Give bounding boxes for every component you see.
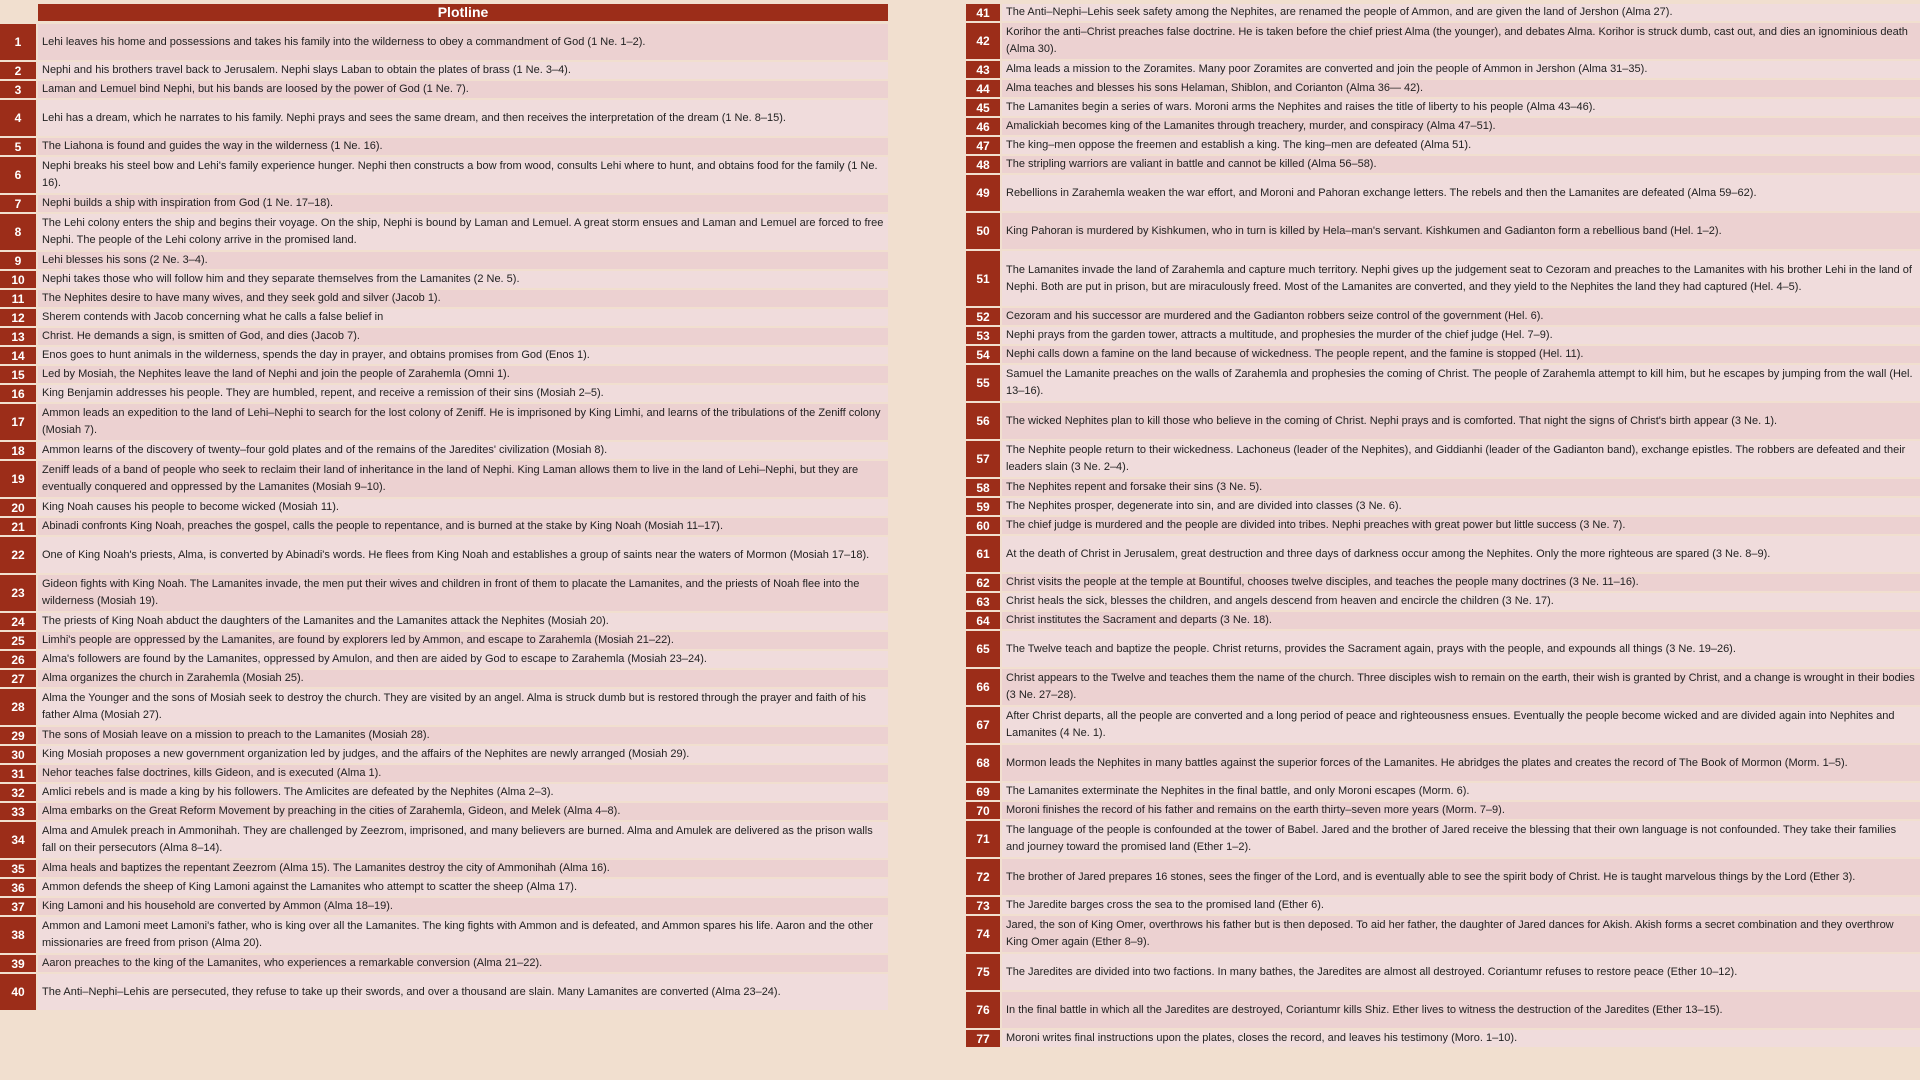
plot-event-text: Christ appears to the Twelve and teaches them the name of the church. Three disciples wish to remain on the earth, their wish is granted by Christ, and a change is wrought in their bodies (3 Ne. 27–28).	[1002, 669, 1920, 705]
plot-row	[0, 613, 888, 630]
plot-number: 13	[0, 328, 36, 345]
plot-number: 61	[966, 536, 1000, 572]
plot-number: 59	[966, 498, 1000, 515]
plot-number: 69	[966, 783, 1000, 800]
plot-row	[0, 271, 888, 288]
plot-row	[0, 214, 888, 250]
plot-event-text: The Nephites prosper, degenerate into sin, and are divided into classes (3 Ne. 6).	[1002, 498, 1920, 515]
plot-number: 38	[0, 917, 36, 953]
plot-row	[966, 308, 1920, 325]
plot-event-text: Moroni finishes the record of his father and remains on the earth thirty–seven more years (Morm. 7–9).	[1002, 802, 1920, 819]
plot-row	[0, 879, 888, 896]
plot-event-text: Nehor teaches false doctrines, kills Gideon, and is executed (Alma 1).	[38, 765, 888, 782]
plot-number: 41	[966, 4, 1000, 21]
plot-row	[966, 156, 1920, 173]
plot-row	[0, 689, 888, 725]
plot-number: 43	[966, 61, 1000, 78]
plot-row	[0, 138, 888, 155]
plot-row	[966, 175, 1920, 211]
plot-number: 68	[966, 745, 1000, 781]
plot-row	[966, 631, 1920, 667]
plot-event-text: Ammon defends the sheep of King Lamoni against the Lamanites who attempt to scatter the sheep (Alma 17).	[38, 879, 888, 896]
plot-number: 6	[0, 157, 36, 193]
plot-number: 47	[966, 137, 1000, 154]
plot-number: 45	[966, 99, 1000, 116]
plot-number: 46	[966, 118, 1000, 135]
plot-event-text: The Anti–Nephi–Lehis seek safety among the Nephites, are renamed the people of Ammon, and are given the land of Jershon (Alma 27).	[1002, 4, 1920, 21]
plot-event-text: The chief judge is murdered and the people are divided into tribes. Nephi preaches with great power but little success (3 Ne. 7).	[1002, 517, 1920, 534]
plot-row	[966, 99, 1920, 116]
plot-number: 12	[0, 309, 36, 326]
plot-number: 63	[966, 593, 1000, 610]
plot-row	[0, 385, 888, 402]
plot-row	[0, 404, 888, 440]
plot-number: 14	[0, 347, 36, 364]
plot-row	[966, 745, 1920, 781]
plot-number: 49	[966, 175, 1000, 211]
plot-number: 48	[966, 156, 1000, 173]
plot-row	[966, 954, 1920, 990]
plot-event-text: The Anti–Nephi–Lehis are persecuted, they refuse to take up their swords, and over a thousand are slain. Many Lamanites are converted (Alma 23–24).	[38, 974, 888, 1010]
plot-number: 32	[0, 784, 36, 801]
plot-event-text: King Lamoni and his household are converted by Ammon (Alma 18–19).	[38, 898, 888, 915]
plotline-left-column	[0, 4, 888, 1012]
plot-number: 22	[0, 537, 36, 573]
plot-row	[966, 251, 1920, 306]
plot-row	[966, 536, 1920, 572]
plot-event-text: The wicked Nephites plan to kill those who believe in the coming of Christ. Nephi prays and is comforted. That night the signs of Christ's birth appear (3 Ne. 1).	[1002, 403, 1920, 439]
plot-number: 60	[966, 517, 1000, 534]
plot-number: 37	[0, 898, 36, 915]
plot-event-text: Gideon fights with King Noah. The Lamanites invade, the men put their wives and children in front of them to placate the Lamanites, and the priests of Noah flee into the wilderness (Mosiah 19).	[38, 575, 888, 611]
plot-number: 8	[0, 214, 36, 250]
plot-row	[966, 4, 1920, 21]
plot-event-text: Ammon and Lamoni meet Lamoni's father, who is king over all the Lamanites. The king fights with Ammon and is defeated, and Ammon spares his life. Aaron and the other missionaries are freed from prison (Alma 20).	[38, 917, 888, 953]
plot-row	[966, 118, 1920, 135]
plot-event-text: Korihor the anti–Christ preaches false doctrine. He is taken before the chief priest Alma (the younger), and debates Alma. Korihor is struck dumb, cast out, and dies an ignominious death (Alma 30).	[1002, 23, 1920, 59]
plot-event-text: The Jaredites are divided into two factions. In many bathes, the Jaredites are almost all destroyed. Coriantumr refuses to restore peace (Ether 10–12).	[1002, 954, 1920, 990]
plot-row	[0, 537, 888, 573]
plot-number: 19	[0, 461, 36, 497]
plot-event-text: The Twelve teach and baptize the people. Christ returns, provides the Sacrament again, prays with the people, and expounds all things (3 Ne. 19–26).	[1002, 631, 1920, 667]
plot-event-text: Lehi has a dream, which he narrates to his family. Nephi prays and sees the same dream, and then receives the interpretation of the dream (1 Ne. 8–15).	[38, 100, 888, 136]
plot-row	[0, 784, 888, 801]
plot-number: 39	[0, 955, 36, 972]
plot-event-text: Alma and Amulek preach in Ammonihah. They are challenged by Zeezrom, imprisoned, and many believers are burned. Alma and Amulek are delivered as the prison walls fall on their persecutors (Alma 8–14).	[38, 822, 888, 858]
plot-number: 35	[0, 860, 36, 877]
plot-row	[0, 195, 888, 212]
plot-event-text: King Noah causes his people to become wicked (Mosiah 11).	[38, 499, 888, 516]
plot-event-text: Rebellions in Zarahemla weaken the war effort, and Moroni and Pahoran exchange letters. The rebels and then the Lamanites are defeated (Alma 59–62).	[1002, 175, 1920, 211]
plot-row	[0, 518, 888, 535]
plot-event-text: King Mosiah proposes a new government organization led by judges, and the affairs of the Nephites are newly arranged (Mosiah 29).	[38, 746, 888, 763]
plot-event-text: Christ. He demands a sign, is smitten of God, and dies (Jacob 7).	[38, 328, 888, 345]
plot-event-text: Alma leads a mission to the Zoramites. Many poor Zoramites are converted and join the people of Ammon in Jershon (Alma 31–35).	[1002, 61, 1920, 78]
plot-event-text: Nephi takes those who will follow him and they separate themselves from the Lamanites (2 Ne. 5).	[38, 271, 888, 288]
plot-number: 50	[966, 213, 1000, 249]
plot-event-text: Jared, the son of King Omer, overthrows his father but is then deposed. To aid her father, the daughter of Jared dances for Akish. Akish forms a secret combination and they overthrow King Omer again (Ether 8–9).	[1002, 916, 1920, 952]
plot-number: 28	[0, 689, 36, 725]
plot-row	[966, 992, 1920, 1028]
plot-row	[0, 898, 888, 915]
plot-event-text: Samuel the Lamanite preaches on the walls of Zarahemla and prophesies the coming of Christ. The people of Zarahemla attempt to kill him, but he escapes by jumping from the wall (Hel. 13–16).	[1002, 365, 1920, 401]
plot-number: 54	[966, 346, 1000, 363]
plot-row	[966, 346, 1920, 363]
plot-row	[0, 917, 888, 953]
plot-event-text: At the death of Christ in Jerusalem, great destruction and three days of darkness occur among the Nephites. Only the more righteous are spared (3 Ne. 8–9).	[1002, 536, 1920, 572]
plot-row	[966, 669, 1920, 705]
plot-event-text: The Lamanites invade the land of Zarahemla and capture much territory. Nephi gives up the judgement seat to Cezoram and preaches to the Lamanites with his brother Lehi in the land of Nephi. Both are put in prison, but are miraculously freed. Most of the Lamanites are converted, and they yield to the Nephites the land they had captured (Hel. 4–5).	[1002, 251, 1920, 306]
plot-row	[0, 252, 888, 269]
plot-number: 67	[966, 707, 1000, 743]
plot-event-text: Amalickiah becomes king of the Lamanites through treachery, murder, and conspiracy (Alma 47–51).	[1002, 118, 1920, 135]
plot-number: 25	[0, 632, 36, 649]
plot-row	[0, 309, 888, 326]
plot-number: 23	[0, 575, 36, 611]
plot-event-text: Christ institutes the Sacrament and departs (3 Ne. 18).	[1002, 612, 1920, 629]
plot-event-text: The sons of Mosiah leave on a mission to preach to the Lamanites (Mosiah 28).	[38, 727, 888, 744]
plot-number: 58	[966, 479, 1000, 496]
plot-number: 42	[966, 23, 1000, 59]
plot-event-text: Aaron preaches to the king of the Lamanites, who experiences a remarkable conversion (Alma 21–22).	[38, 955, 888, 972]
plot-event-text: The Lehi colony enters the ship and begins their voyage. On the ship, Nephi is bound by Laman and Lemuel. A great storm ensues and Laman and Lemuel are forced to free Nephi. The people of the Lehi colony arrive in the promised land.	[38, 214, 888, 250]
plot-number: 72	[966, 859, 1000, 895]
plot-event-text: The Liahona is found and guides the way in the wilderness (1 Ne. 16).	[38, 138, 888, 155]
plot-number: 64	[966, 612, 1000, 629]
plot-row	[966, 897, 1920, 914]
plot-number: 56	[966, 403, 1000, 439]
plot-event-text: Zeniff leads of a band of people who seek to reclaim their land of inheritance in the land of Nephi. King Laman allows them to live in the land of Lehi–Nephi, but they are eventually conquered and oppressed by the Lamanites (Mosiah 9–10).	[38, 461, 888, 497]
plot-number: 77	[966, 1030, 1000, 1047]
plot-row	[966, 327, 1920, 344]
plot-row	[966, 80, 1920, 97]
plot-event-text: The priests of King Noah abduct the daughters of the Lamanites and the Lamanites attack the Nephites (Mosiah 20).	[38, 613, 888, 630]
plot-number: 75	[966, 954, 1000, 990]
plot-row	[0, 499, 888, 516]
plot-event-text: Led by Mosiah, the Nephites leave the land of Nephi and join the people of Zarahemla (Omni 1).	[38, 366, 888, 383]
plot-row	[966, 23, 1920, 59]
plot-number: 71	[966, 821, 1000, 857]
plot-event-text: The stripling warriors are valiant in battle and cannot be killed (Alma 56–58).	[1002, 156, 1920, 173]
plot-event-text: Alma teaches and blesses his sons Helaman, Shiblon, and Corianton (Alma 36— 42).	[1002, 80, 1920, 97]
plot-row	[966, 498, 1920, 515]
plot-row	[0, 632, 888, 649]
plot-row	[966, 802, 1920, 819]
plot-row	[0, 290, 888, 307]
plot-row	[0, 442, 888, 459]
plot-row	[966, 1030, 1920, 1047]
plot-number: 9	[0, 252, 36, 269]
plot-number: 11	[0, 290, 36, 307]
plot-number: 74	[966, 916, 1000, 952]
plot-event-text: The brother of Jared prepares 16 stones, sees the finger of the Lord, and is eventually able to see the spirit body of Christ. He is taught marvelous things by the Lord (Ether 3).	[1002, 859, 1920, 895]
plot-number: 33	[0, 803, 36, 820]
plot-event-text: Alma embarks on the Great Reform Movement by preaching in the cities of Zarahemla, Gideon, and Melek (Alma 4–8).	[38, 803, 888, 820]
plot-row	[0, 366, 888, 383]
plot-event-text: The Nephites repent and forsake their sins (3 Ne. 5).	[1002, 479, 1920, 496]
plot-number: 7	[0, 195, 36, 212]
plot-row	[966, 612, 1920, 629]
plot-row	[966, 783, 1920, 800]
plot-row	[0, 651, 888, 668]
plot-row	[966, 441, 1920, 477]
plot-event-text: Amlici rebels and is made a king by his followers. The Amlicites are defeated by the Nephites (Alma 2–3).	[38, 784, 888, 801]
plot-event-text: Limhi's people are oppressed by the Lamanites, are found by explorers led by Ammon, and escape to Zarahemla (Mosiah 21–22).	[38, 632, 888, 649]
plot-number: 66	[966, 669, 1000, 705]
plot-number: 18	[0, 442, 36, 459]
plot-number: 36	[0, 879, 36, 896]
plot-event-text: Cezoram and his successor are murdered and the Gadianton robbers seize control of the government (Hel. 6).	[1002, 308, 1920, 325]
plot-event-text: Nephi calls down a famine on the land because of wickedness. The people repent, and the famine is stopped (Hel. 11).	[1002, 346, 1920, 363]
plot-row	[966, 479, 1920, 496]
plot-row	[0, 670, 888, 687]
plot-row	[0, 860, 888, 877]
plot-number: 40	[0, 974, 36, 1010]
plot-event-text: The Jaredite barges cross the sea to the promised land (Ether 6).	[1002, 897, 1920, 914]
plot-event-text: Lehi leaves his home and possessions and takes his family into the wilderness to obey a commandment of God (1 Ne. 1–2).	[38, 24, 888, 60]
plot-event-text: Alma organizes the church in Zarahemla (Mosiah 25).	[38, 670, 888, 687]
plot-row	[0, 100, 888, 136]
plot-number: 1	[0, 24, 36, 60]
plotline-right-column	[966, 4, 1920, 1049]
plot-event-text: After Christ departs, all the people are converted and a long period of peace and righteousness ensues. Eventually the people become wicked and are divided again into Nephites and Lamanites (4 Ne. 1).	[1002, 707, 1920, 743]
plot-number: 70	[966, 802, 1000, 819]
plot-row	[966, 365, 1920, 401]
plot-number: 26	[0, 651, 36, 668]
plot-row	[966, 707, 1920, 743]
plot-number: 3	[0, 81, 36, 98]
plot-row	[0, 461, 888, 497]
plot-row	[966, 517, 1920, 534]
plot-number: 21	[0, 518, 36, 535]
plot-number: 16	[0, 385, 36, 402]
plot-number: 76	[966, 992, 1000, 1028]
plot-number: 10	[0, 271, 36, 288]
plot-number: 57	[966, 441, 1000, 477]
plot-number: 27	[0, 670, 36, 687]
plot-row	[966, 403, 1920, 439]
plot-event-text: The Lamanites begin a series of wars. Moroni arms the Nephites and raises the title of liberty to his people (Alma 43–46).	[1002, 99, 1920, 116]
plot-event-text: Nephi breaks his steel bow and Lehi's family experience hunger. Nephi then constructs a bow from wood, consults Lehi where to hunt, and obtains food for the family (1 Ne. 16).	[38, 157, 888, 193]
plot-number: 52	[966, 308, 1000, 325]
plot-event-text: The king–men oppose the freemen and establish a king. The king–men are defeated (Alma 51).	[1002, 137, 1920, 154]
plot-row	[966, 821, 1920, 857]
plot-number: 30	[0, 746, 36, 763]
plot-row	[0, 955, 888, 972]
plot-number: 34	[0, 822, 36, 858]
plot-row	[0, 746, 888, 763]
plot-event-text: Abinadi confronts King Noah, preaches the gospel, calls the people to repentance, and is burned at the stake by King Noah (Mosiah 11–17).	[38, 518, 888, 535]
plot-row	[0, 328, 888, 345]
plot-event-text: King Pahoran is murdered by Kishkumen, who in turn is killed by Hela–man's servant. Kishkumen and Gadianton form a rebellious band (Hel. 1–2).	[1002, 213, 1920, 249]
plot-number: 62	[966, 574, 1000, 591]
plot-event-text: King Benjamin addresses his people. They are humbled, repent, and receive a remission of their sins (Mosiah 2–5).	[38, 385, 888, 402]
plot-event-text: Christ heals the sick, blesses the children, and angels descend from heaven and encircle the children (3 Ne. 17).	[1002, 593, 1920, 610]
plot-event-text: One of King Noah's priests, Alma, is converted by Abinadi's words. He flees from King Noah and establishes a group of saints near the waters of Mormon (Mosiah 17–18).	[38, 537, 888, 573]
plot-number: 2	[0, 62, 36, 79]
plot-event-text: Ammon learns of the discovery of twenty–four gold plates and of the remains of the Jaredites' civilization (Mosiah 8).	[38, 442, 888, 459]
plot-row	[0, 62, 888, 79]
plot-event-text: Nephi builds a ship with inspiration from God (1 Ne. 17–18).	[38, 195, 888, 212]
plot-event-text: Laman and Lemuel bind Nephi, but his bands are loosed by the power of God (1 Ne. 7).	[38, 81, 888, 98]
plot-event-text: The Nephite people return to their wickedness. Lachoneus (leader of the Nephites), and Giddianhi (leader of the Gadianton band), exchange epistles. The robbers are defeated and their leaders slain (3 Ne. 2–4).	[1002, 441, 1920, 477]
plot-number: 65	[966, 631, 1000, 667]
plot-number: 5	[0, 138, 36, 155]
plot-number: 53	[966, 327, 1000, 344]
plot-row	[966, 574, 1920, 591]
plot-event-text: Nephi prays from the garden tower, attracts a multitude, and prophesies the murder of the chief judge (Hel. 7–9).	[1002, 327, 1920, 344]
plot-number: 24	[0, 613, 36, 630]
plot-number: 73	[966, 897, 1000, 914]
plotline-title: Plotline	[38, 4, 888, 21]
plot-event-text: Lehi blesses his sons (2 Ne. 3–4).	[38, 252, 888, 269]
plot-event-text: Alma's followers are found by the Lamanites, oppressed by Amulon, and then are aided by God to escape to Zarahemla (Mosiah 23–24).	[38, 651, 888, 668]
plot-number: 17	[0, 404, 36, 440]
plot-row	[0, 765, 888, 782]
plot-row	[0, 727, 888, 744]
plot-number: 20	[0, 499, 36, 516]
plot-event-text: The Lamanites exterminate the Nephites in the final battle, and only Moroni escapes (Morm. 6).	[1002, 783, 1920, 800]
plot-event-text: Alma heals and baptizes the repentant Zeezrom (Alma 15). The Lamanites destroy the city of Ammonihah (Alma 16).	[38, 860, 888, 877]
plot-number: 44	[966, 80, 1000, 97]
plot-event-text: Sherem contends with Jacob concerning what he calls a false belief in	[38, 309, 888, 326]
plot-event-text: The Nephites desire to have many wives, and they seek gold and silver (Jacob 1).	[38, 290, 888, 307]
plot-event-text: Ammon leads an expedition to the land of Lehi–Nephi to search for the lost colony of Zeniff. He is imprisoned by King Limhi, and learns of the tribulations of the Zeniff colony (Mosiah 7).	[38, 404, 888, 440]
plot-row	[966, 137, 1920, 154]
plot-row	[966, 593, 1920, 610]
plot-number: 31	[0, 765, 36, 782]
plot-row	[966, 213, 1920, 249]
plot-event-text: Nephi and his brothers travel back to Jerusalem. Nephi slays Laban to obtain the plates of brass (1 Ne. 3–4).	[38, 62, 888, 79]
plot-row	[966, 916, 1920, 952]
plot-row	[0, 347, 888, 364]
plot-row	[0, 24, 888, 60]
plot-row	[966, 61, 1920, 78]
plot-row	[966, 859, 1920, 895]
plot-event-text: Alma the Younger and the sons of Mosiah seek to destroy the church. They are visited by an angel. Alma is struck dumb but is restored through the prayer and faith of his father Alma (Mosiah 27).	[38, 689, 888, 725]
plot-row	[0, 822, 888, 858]
plot-event-text: In the final battle in which all the Jaredites are destroyed, Coriantumr kills Shiz. Ether lives to witness the destruction of the Jaredites (Ether 13–15).	[1002, 992, 1920, 1028]
plot-row	[0, 81, 888, 98]
plot-event-text: Moroni writes final instructions upon the plates, closes the record, and leaves his testimony (Moro. 1–10).	[1002, 1030, 1920, 1047]
plot-event-text: Christ visits the people at the temple at Bountiful, chooses twelve disciples, and teaches the people many doctrines (3 Ne. 11–16).	[1002, 574, 1920, 591]
plot-row	[0, 575, 888, 611]
plot-row	[0, 974, 888, 1010]
plot-row	[0, 803, 888, 820]
plot-event-text: Enos goes to hunt animals in the wilderness, spends the day in prayer, and obtains promises from God (Enos 1).	[38, 347, 888, 364]
plot-event-text: Mormon leads the Nephites in many battles against the superior forces of the Lamanites. He abridges the plates and creates the record of The Book of Mormon (Morm. 1–5).	[1002, 745, 1920, 781]
plot-number: 29	[0, 727, 36, 744]
plot-row	[0, 157, 888, 193]
plot-number: 51	[966, 251, 1000, 306]
plot-number: 55	[966, 365, 1000, 401]
plot-number: 15	[0, 366, 36, 383]
plot-event-text: The language of the people is confounded at the tower of Babel. Jared and the brother of Jared receive the blessing that their own language is not confounded. They take their families and journey toward the promised land (Ether 1–2).	[1002, 821, 1920, 857]
plot-number: 4	[0, 100, 36, 136]
